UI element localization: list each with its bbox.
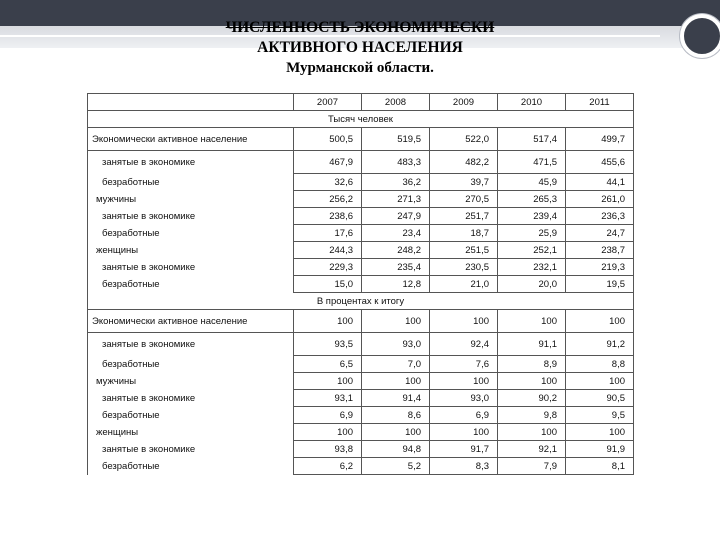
value-cell: 100 (566, 424, 634, 441)
value-cell: 91,1 (498, 333, 566, 356)
value-cell: 92,1 (498, 441, 566, 458)
value-cell: 15,0 (294, 276, 362, 293)
value-cell: 256,2 (294, 191, 362, 208)
year-header-cell: 2011 (566, 94, 634, 111)
table-row (88, 390, 634, 407)
row-label: безработные (88, 276, 294, 293)
value-cell: 12,8 (362, 276, 430, 293)
table-row (88, 310, 634, 333)
value-cell: 17,6 (294, 225, 362, 242)
row-label: безработные (88, 407, 294, 424)
value-cell: 7,0 (362, 356, 430, 373)
title-line-2: АКТИВНОГО НАСЕЛЕНИЯ (257, 39, 463, 56)
value-cell: 93,0 (362, 333, 430, 356)
row-label: занятые в экономике (88, 151, 294, 174)
value-cell: 94,8 (362, 441, 430, 458)
title-line-1: ЧИСЛЕННОСТЬ ЭКОНОМИЧЕСКИ (225, 19, 495, 36)
value-cell: 500,5 (294, 128, 362, 151)
row-label: безработные (88, 225, 294, 242)
value-cell: 271,3 (362, 191, 430, 208)
table-row (88, 407, 634, 424)
table-row (88, 458, 634, 475)
value-cell: 100 (498, 310, 566, 333)
value-cell: 6,9 (294, 407, 362, 424)
value-cell: 483,3 (362, 151, 430, 174)
year-header-cell: 2007 (294, 94, 362, 111)
value-cell: 9,5 (566, 407, 634, 424)
value-cell: 252,1 (498, 242, 566, 259)
value-cell: 100 (430, 424, 498, 441)
value-cell: 100 (362, 310, 430, 333)
table-row (88, 333, 634, 356)
row-label: занятые в экономике (88, 441, 294, 458)
value-cell: 23,4 (362, 225, 430, 242)
population-table (87, 93, 634, 475)
value-cell: 100 (294, 424, 362, 441)
value-cell: 92,4 (430, 333, 498, 356)
value-cell: 471,5 (498, 151, 566, 174)
value-cell: 247,9 (362, 208, 430, 225)
value-cell: 18,7 (430, 225, 498, 242)
row-label: мужчины (88, 373, 294, 390)
unit-label: Тысяч человек (88, 111, 634, 128)
value-cell: 219,3 (566, 259, 634, 276)
value-cell: 230,5 (430, 259, 498, 276)
value-cell: 261,0 (566, 191, 634, 208)
value-cell: 265,3 (498, 191, 566, 208)
row-label: занятые в экономике (88, 208, 294, 225)
value-cell: 6,2 (294, 458, 362, 475)
value-cell: 39,7 (430, 174, 498, 191)
value-cell: 251,7 (430, 208, 498, 225)
value-cell: 44,1 (566, 174, 634, 191)
year-header-cell: 2009 (430, 94, 498, 111)
unit-row (88, 293, 634, 310)
value-cell: 455,6 (566, 151, 634, 174)
table-row (88, 208, 634, 225)
value-cell: 100 (430, 310, 498, 333)
unit-label: В процентах к итогу (88, 293, 634, 310)
row-label: занятые в экономике (88, 333, 294, 356)
value-cell: 239,4 (498, 208, 566, 225)
title-line-3: Мурманской области. (286, 60, 434, 76)
row-label: безработные (88, 356, 294, 373)
table-row (88, 174, 634, 191)
value-cell: 100 (566, 310, 634, 333)
table-row (88, 128, 634, 151)
table-row (88, 356, 634, 373)
value-cell: 25,9 (498, 225, 566, 242)
value-cell: 90,2 (498, 390, 566, 407)
slide-corner-circle (680, 14, 720, 58)
value-cell: 6,9 (430, 407, 498, 424)
row-label: женщины (88, 424, 294, 441)
value-cell: 7,6 (430, 356, 498, 373)
year-header-cell: 2010 (498, 94, 566, 111)
value-cell: 90,5 (566, 390, 634, 407)
value-cell: 100 (294, 373, 362, 390)
header-blank-cell (88, 94, 294, 111)
value-cell: 100 (362, 424, 430, 441)
value-cell: 8,1 (566, 458, 634, 475)
table-row (88, 225, 634, 242)
value-cell: 7,9 (498, 458, 566, 475)
table-row (88, 373, 634, 390)
value-cell: 499,7 (566, 128, 634, 151)
value-cell: 45,9 (498, 174, 566, 191)
value-cell: 32,6 (294, 174, 362, 191)
table-row (88, 191, 634, 208)
value-cell: 91,9 (566, 441, 634, 458)
value-cell: 9,8 (498, 407, 566, 424)
row-label: безработные (88, 458, 294, 475)
value-cell: 8,3 (430, 458, 498, 475)
value-cell: 91,2 (566, 333, 634, 356)
value-cell: 467,9 (294, 151, 362, 174)
value-cell: 244,3 (294, 242, 362, 259)
value-cell: 5,2 (362, 458, 430, 475)
row-label: безработные (88, 174, 294, 191)
value-cell: 238,6 (294, 208, 362, 225)
value-cell: 232,1 (498, 259, 566, 276)
unit-row (88, 111, 634, 128)
row-label: Экономически активное население (88, 310, 294, 333)
value-cell: 100 (498, 373, 566, 390)
value-cell: 93,8 (294, 441, 362, 458)
value-cell: 24,7 (566, 225, 634, 242)
table-row (88, 424, 634, 441)
value-cell: 93,0 (430, 390, 498, 407)
value-cell: 21,0 (430, 276, 498, 293)
value-cell: 235,4 (362, 259, 430, 276)
table-row (88, 242, 634, 259)
table-row (88, 276, 634, 293)
value-cell: 517,4 (498, 128, 566, 151)
value-cell: 91,7 (430, 441, 498, 458)
value-cell: 519,5 (362, 128, 430, 151)
row-label: Экономически активное население (88, 128, 294, 151)
value-cell: 248,2 (362, 242, 430, 259)
value-cell: 100 (430, 373, 498, 390)
value-cell: 100 (362, 373, 430, 390)
row-label: занятые в экономике (88, 390, 294, 407)
value-cell: 6,5 (294, 356, 362, 373)
value-cell: 251,5 (430, 242, 498, 259)
value-cell: 482,2 (430, 151, 498, 174)
value-cell: 100 (498, 424, 566, 441)
value-cell: 236,3 (566, 208, 634, 225)
value-cell: 93,1 (294, 390, 362, 407)
value-cell: 270,5 (430, 191, 498, 208)
table-row (88, 441, 634, 458)
year-header-row (88, 94, 634, 111)
row-label: женщины (88, 242, 294, 259)
value-cell: 8,6 (362, 407, 430, 424)
value-cell: 36,2 (362, 174, 430, 191)
value-cell: 229,3 (294, 259, 362, 276)
value-cell: 20,0 (498, 276, 566, 293)
value-cell: 19,5 (566, 276, 634, 293)
slide-title (150, 18, 570, 78)
value-cell: 91,4 (362, 390, 430, 407)
year-header-cell: 2008 (362, 94, 430, 111)
row-label: занятые в экономике (88, 259, 294, 276)
value-cell: 238,7 (566, 242, 634, 259)
value-cell: 100 (294, 310, 362, 333)
table-row (88, 151, 634, 174)
value-cell: 8,8 (566, 356, 634, 373)
value-cell: 100 (566, 373, 634, 390)
table-row (88, 259, 634, 276)
value-cell: 93,5 (294, 333, 362, 356)
value-cell: 522,0 (430, 128, 498, 151)
row-label: мужчины (88, 191, 294, 208)
value-cell: 8,9 (498, 356, 566, 373)
